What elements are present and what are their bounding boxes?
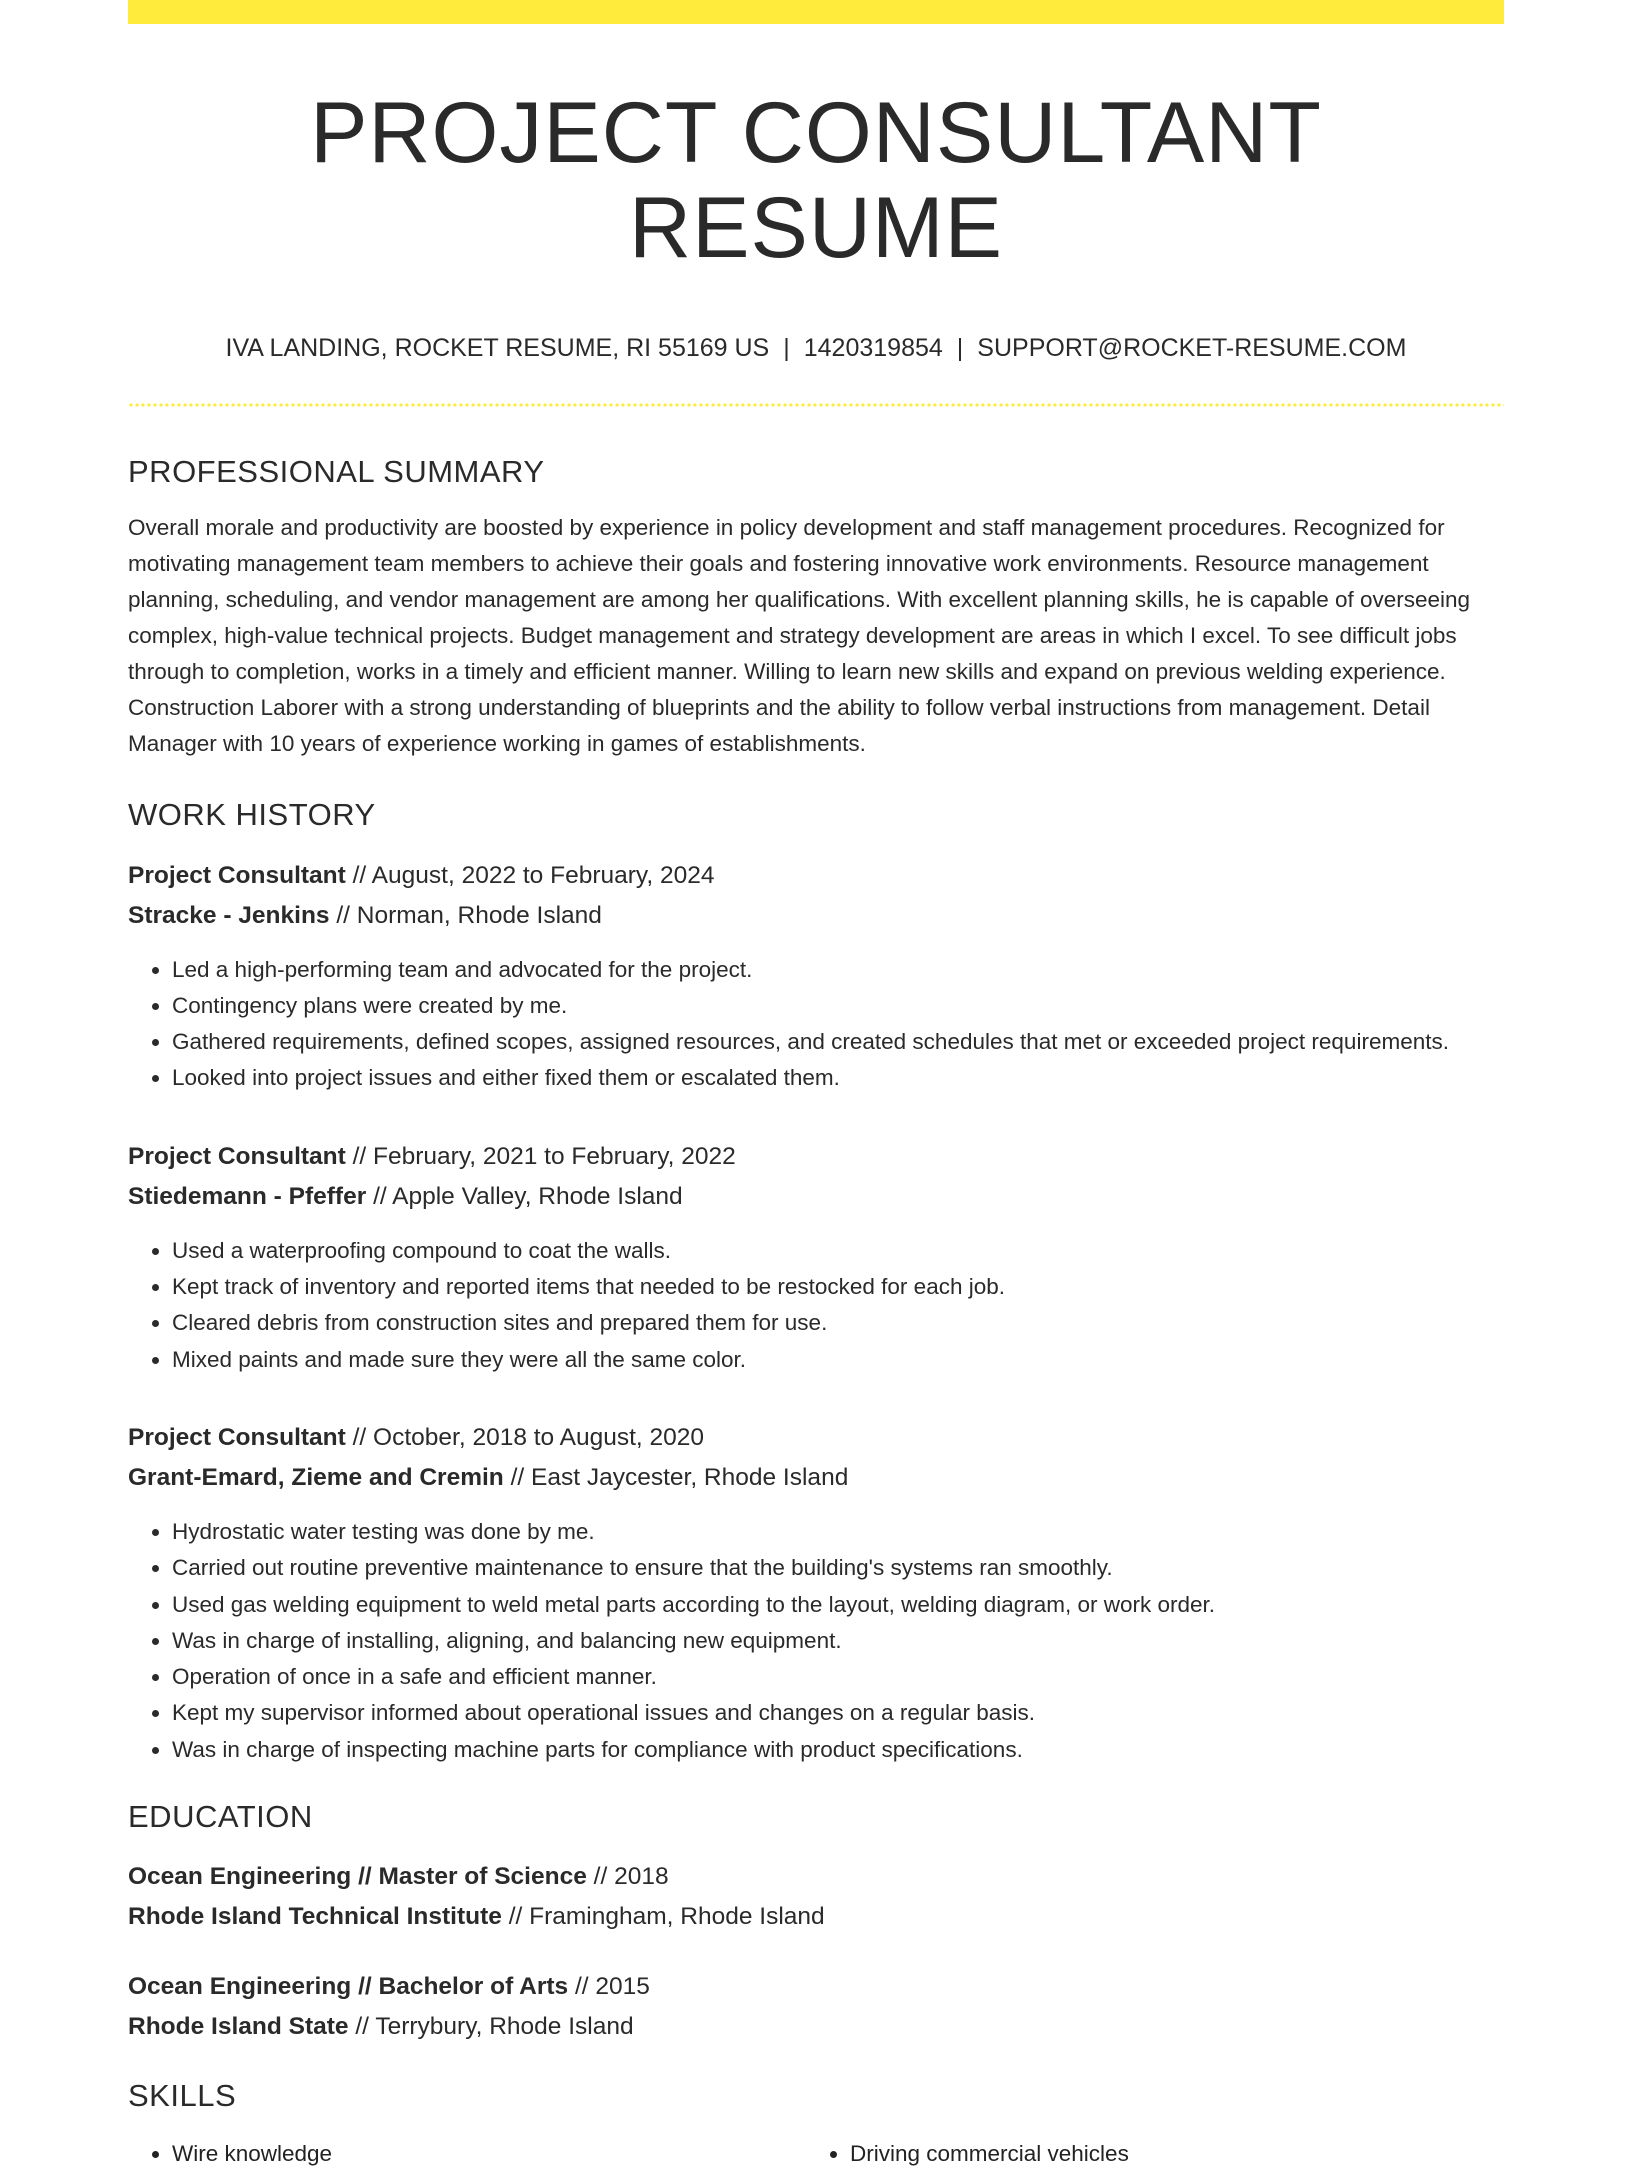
contact-email: SUPPORT@ROCKET-RESUME.COM [977, 334, 1407, 363]
education-entry [128, 1857, 1504, 1937]
school-location: // Terrybury, Rhode Island [355, 2013, 634, 2041]
list-item: • Was in charge of installing, aligning, and balancing new equipment. [172, 1623, 1504, 1659]
job-title-line [128, 856, 1504, 896]
school: Rhode Island State [128, 2013, 349, 2041]
skills-column-left [128, 2136, 806, 2172]
job-entry [128, 856, 1504, 1097]
job-title-line [128, 1418, 1504, 1458]
resume-page [128, 0, 1504, 2172]
contact-line [128, 333, 1504, 363]
skills-column-right [806, 2136, 1484, 2172]
education-heading: EDUCATION [128, 1799, 313, 1835]
job-company: Grant-Emard, Zieme and Cremin [128, 1463, 504, 1491]
list-item: • Looked into project issues and either fixed them or escalated them. [172, 1060, 1504, 1096]
school-location: // Framingham, Rhode Island [508, 1903, 825, 1931]
list-item: • Used a waterproofing compound to coat the walls. [172, 1233, 1504, 1269]
job-title: Project Consultant [128, 861, 346, 889]
job-entry [128, 1418, 1504, 1768]
list-item: • Kept track of inventory and reported items that needed to be restocked for each job. [172, 1269, 1504, 1305]
job-title: Project Consultant [128, 1142, 346, 1170]
list-item: • Hydrostatic water testing was done by me. [172, 1514, 1504, 1550]
degree-line [128, 1857, 1504, 1897]
contact-phone: 1420319854 [803, 334, 943, 363]
skill-item: • Wire knowledge [172, 2136, 806, 2172]
job-company-line [128, 896, 1504, 936]
job-location: // Norman, Rhode Island [336, 901, 602, 929]
job-duties [128, 952, 1504, 1097]
job-dates: // February, 2021 to February, 2022 [352, 1142, 736, 1170]
job-title: Project Consultant [128, 1423, 346, 1451]
summary-text: Overall morale and productivity are boosted by experience in policy development and staff management procedures. Recognized for motivating management team members to achieve their goals and fostering innovative work environments. Resource management planning, scheduling, and vendor management are among her qualifications. With excellent planning skills, he is capable of overseeing complex, high-value technical projects. Budget management and strategy development are areas in which I excel. To see difficult jobs through to completion, works in a timely and efficient manner. Willing to learn new skills and expand on previous welding experience. Construction Laborer with a strong understanding of blueprints and the ability to follow verbal instructions from management. Detail Manager with 10 years of experience working in games of establishments. [128, 515, 1471, 757]
skills-heading: SKILLS [128, 2078, 237, 2114]
list-item: • Operation of once in a safe and efficient manner. [172, 1659, 1504, 1695]
list-item: • Mixed paints and made sure they were all the same color. [172, 1342, 1504, 1378]
job-title-line [128, 1137, 1504, 1177]
contact-separator: | [956, 334, 964, 363]
skills-list [128, 2136, 1504, 2172]
graduation-year: // 2018 [593, 1863, 669, 1891]
degree: Ocean Engineering // Master of Science [128, 1863, 587, 1891]
graduation-year: // 2015 [575, 1973, 650, 2001]
job-company: Stracke - Jenkins [128, 901, 330, 929]
school-line [128, 1897, 1504, 1937]
job-dates: // October, 2018 to August, 2020 [352, 1423, 705, 1451]
degree-line [128, 1967, 1504, 2007]
job-duties [128, 1233, 1504, 1378]
list-item: • Led a high-performing team and advocated for the project. [172, 952, 1504, 988]
skill-item: • Driving commercial vehicles [850, 2136, 1484, 2172]
contact-separator: | [783, 334, 790, 363]
summary-heading: PROFESSIONAL SUMMARY [128, 454, 545, 490]
accent-bar [128, 0, 1504, 24]
list-item: • Kept my supervisor informed about operational issues and changes on a regular basis. [172, 1695, 1504, 1731]
job-location: // East Jaycester, Rhode Island [510, 1463, 849, 1491]
job-entry [128, 1137, 1504, 1378]
list-item: • Contingency plans were created by me. [172, 988, 1504, 1024]
school-line [128, 2007, 1504, 2047]
list-item: • Was in charge of inspecting machine parts for compliance with product specifications. [172, 1732, 1504, 1768]
list-item: • Gathered requirements, defined scopes, assigned resources, and created schedules that met or exceeded project requirements. [172, 1024, 1504, 1060]
list-item: • Used gas welding equipment to weld metal parts according to the layout, welding diagram, or work order. [172, 1587, 1504, 1623]
job-company: Stiedemann - Pfeffer [128, 1182, 367, 1210]
resume-title: PROJECT CONSULTANT RESUME [310, 85, 1322, 276]
job-duties [128, 1514, 1504, 1768]
job-location: // Apple Valley, Rhode Island [373, 1182, 683, 1210]
dotted-divider [128, 403, 1504, 407]
work-history-heading: WORK HISTORY [128, 797, 376, 833]
list-item: • Carried out routine preventive maintenance to ensure that the building's systems ran smoothly. [172, 1550, 1504, 1586]
list-item: • Cleared debris from construction sites and prepared them for use. [172, 1305, 1504, 1341]
job-dates: // August, 2022 to February, 2024 [352, 861, 715, 889]
job-company-line [128, 1458, 1504, 1498]
job-company-line [128, 1177, 1504, 1217]
school: Rhode Island Technical Institute [128, 1903, 502, 1931]
education-entry [128, 1967, 1504, 2047]
contact-address: IVA LANDING, ROCKET RESUME, RI 55169 US [225, 334, 770, 363]
degree: Ocean Engineering // Bachelor of Arts [128, 1973, 569, 2001]
